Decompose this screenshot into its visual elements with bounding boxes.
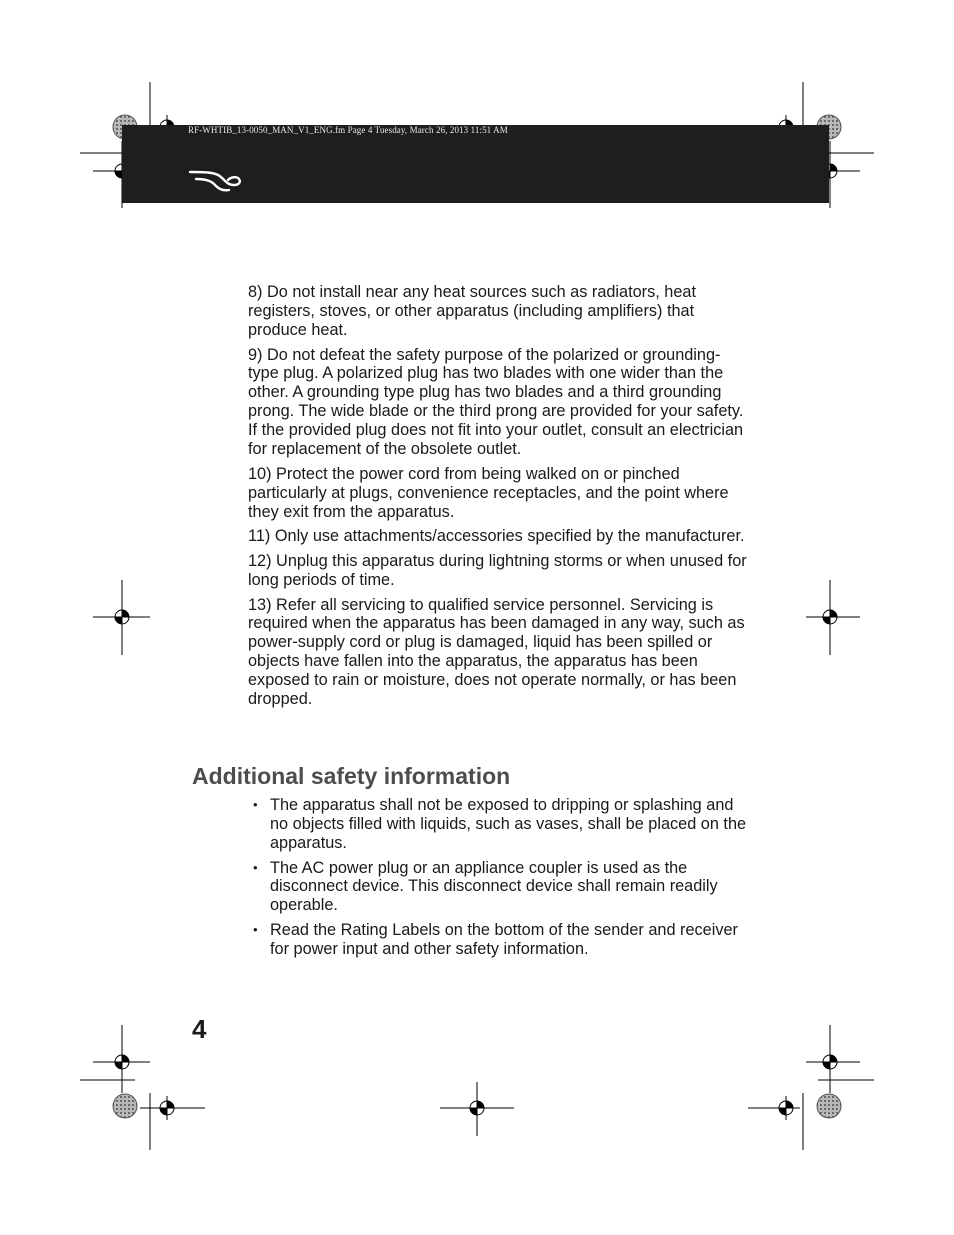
safety-instructions [248,283,748,715]
registration-mark-bottom-center [440,1082,514,1136]
list-item-text: Read the Rating Labels on the bottom of the sender and receiver for power input and other safety information. [270,921,738,958]
list-item [248,796,748,853]
registration-mark-bottom-right [748,1050,842,1120]
additional-safety-list [248,796,748,965]
brand-swoosh-icon [188,163,244,198]
bullet-icon: • [253,922,258,938]
print-slug: RF-WHTIB_13-0050_MAN_V1_ENG.fm Page 4 Tuesday, March 26, 2013 11:51 AM [188,125,508,135]
page-number: 4 [192,1014,207,1044]
registration-mark-bottom-left [110,1050,205,1120]
section-heading: Additional safety information [192,763,511,789]
instruction-paragraph: 9) Do not defeat the safety purpose of the polarized or grounding-type plug. A polarized plug has two blades with one wider than the other. A grounding type plug has two blades and a third grounding prong. The wide blade or the third prong are provided for your safety. If the provided plug does not fit into your outlet, consult an electrician for replacement of the obsolete outlet. [248,345,744,459]
instruction-paragraph: 13) Refer all servicing to qualified service personnel. Servicing is required when the apparatus has been damaged in any way, such as power-supply cord or plug is damaged, liquid has been spilled or objects have fallen into the apparatus, the apparatus has been exposed to rain or moisture, does not operate normally, or has been dropped. [248,595,745,709]
instruction-paragraph: 8) Do not install near any heat sources such as radiators, heat registers, stoves, or other apparatus (including amplifiers) that produce heat. [248,283,696,339]
instruction-paragraph: 12) Unplug this apparatus during lightning storms or when unused for long periods of time. [248,551,747,589]
list-item [248,859,748,916]
instruction-paragraph: 11) Only use attachments/accessories specified by the manufacturer. [248,527,745,546]
list-item-text: The apparatus shall not be exposed to dripping or splashing and no objects filled with liquids, such as vases, shall be placed on the apparatus. [270,796,747,852]
list-item [248,921,748,959]
registration-mark-mid-right [806,580,860,655]
list-item-text: The AC power plug or an appliance coupler is used as the disconnect device. This disconnect device shall remain readily operable. [270,858,718,915]
bullet-icon: • [253,859,258,875]
bullet-icon: • [253,797,258,812]
instruction-paragraph: 10) Protect the power cord from being walked on or pinched particularly at plugs, convenience receptacles, and the point where they exit from the apparatus. [248,464,729,521]
registration-mark-mid-left [93,580,150,655]
